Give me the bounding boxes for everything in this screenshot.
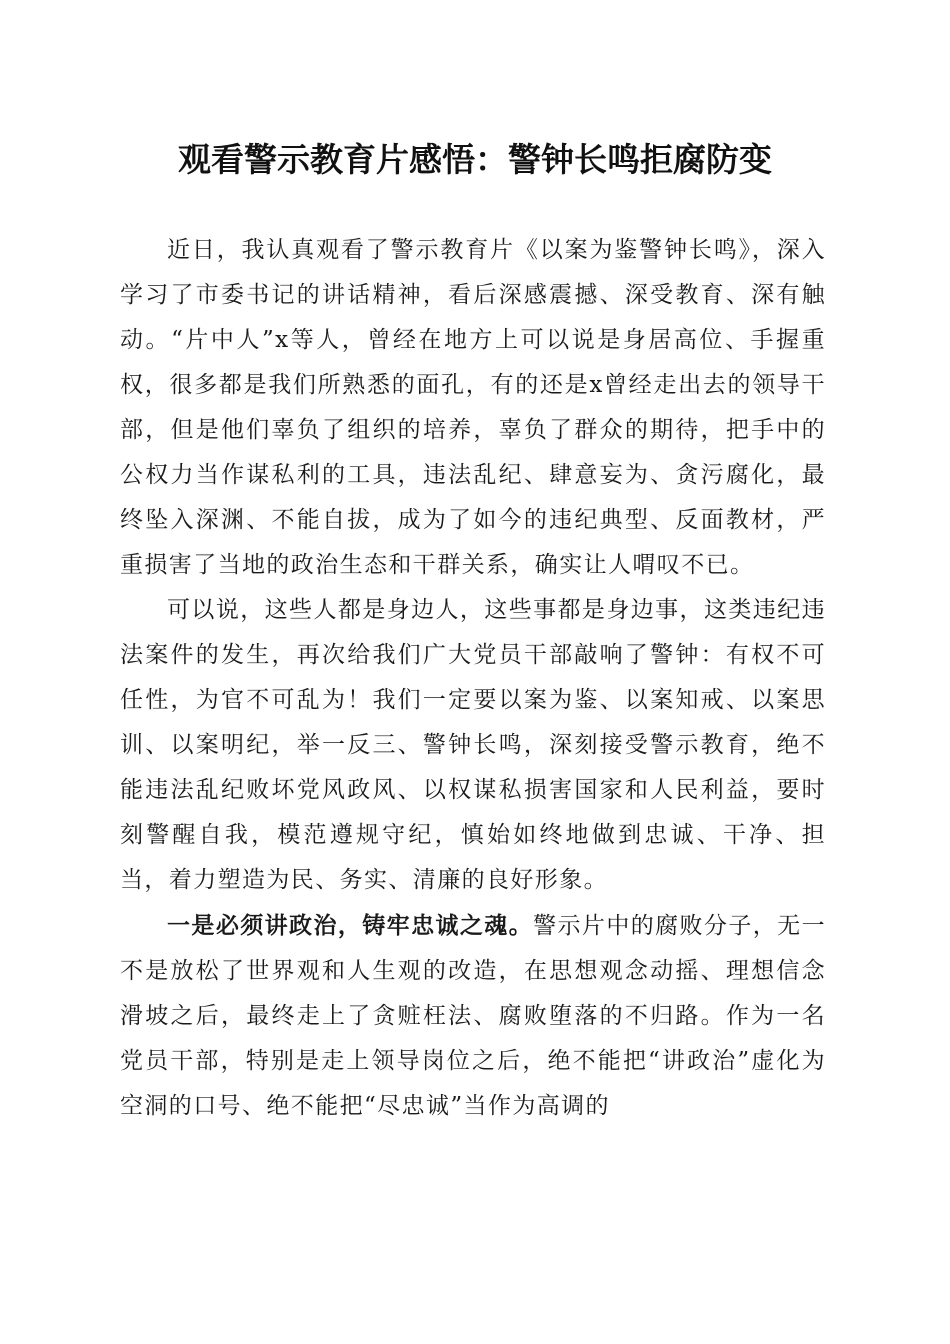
paragraph-intro — [120, 228, 826, 588]
paragraph-point-one — [120, 903, 826, 1129]
paragraph-intro-text: 近日，我认真观看了警示教育片《以案为鉴警钟长鸣》，深入学习了市委书记的讲话精神，看后深感震撼、深受教育、深有触动。“片中人”x等人，曾经在地方上可以说是身居高位、手握重权，很多都是我们所熟悉的面孔，有的还是x曾经走出去的领导干部，但是他们辜负了组织的培养，辜负了群众的期待，把手中的公权力当作谋私利的工具，违法乱纪、肆意妄为、贪污腐化，最终坠入深渊、不能自拔，成为了如今的违纪典型、反面教材，严重损害了当地的政治生态和干群关系，确实让人喟叹不已。 — [120, 237, 826, 578]
paragraph-warning — [120, 588, 826, 903]
paragraph-point-one-text: 警示片中的腐败分子，无一不是放松了世界观和人生观的改造，在思想观念动摇、理想信念滑坡之后，最终走上了贪赃枉法、腐败堕落的不归路。作为一名党员干部，特别是走上领导岗位之后，绝不能把“讲政治”虚化为空洞的口号、绝不能把“尽忠诚”当作为高调的 — [120, 913, 826, 1119]
paragraph-point-one-lead: 一是必须讲政治，铸牢忠诚之魂。 — [167, 912, 534, 939]
document-body — [120, 228, 826, 1129]
paragraph-warning-text: 可以说，这些人都是身边人，这些事都是身边事，这类违纪违法案件的发生，再次给我们广大党员干部敲响了警钟：有权不可任性，为官不可乱为！我们一定要以案为鉴、以案知戒、以案思训、以案明纪，举一反三、警钟长鸣，深刻接受警示教育，绝不能违法乱纪败坏党风政风、以权谋私损害国家和人民利益，要时刻警醒自我，模范遵规守纪，慎始如终地做到忠诚、干净、担当，着力塑造为民、务实、清廉的良好形象。 — [120, 597, 826, 893]
document-title: 观看警示教育片感悟：警钟长鸣拒腐防变 — [178, 140, 772, 179]
